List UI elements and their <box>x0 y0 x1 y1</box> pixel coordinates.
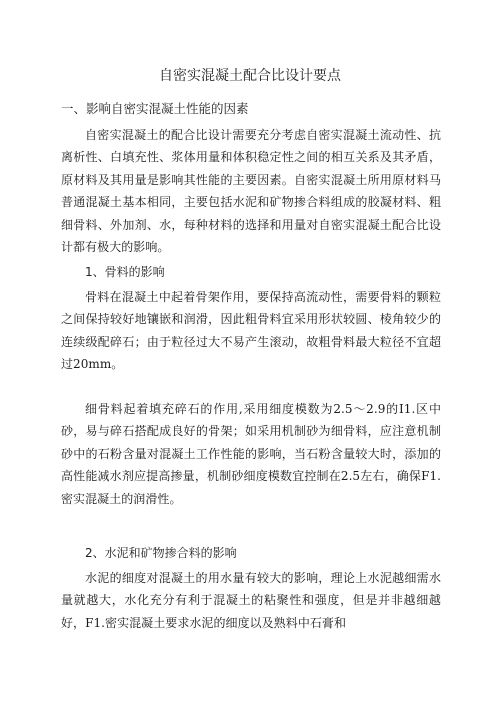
aggregate-paragraph-2: 细骨料起着填充碎石的作用,采用细度模数为2.5～2.9的I1.区中砂，易与碎石搭配成良好的骨架；如采用机制砂为细骨料，应注意机制砂中的石粉含量对混凝土工作性能的影响，当石粉含量较大时，添加的高性能减水剂应提高掺量，机制砂细度模数宜控制在2.5左右，确保F1.密实混凝土的润滑性。 <box>61 402 441 506</box>
subsection-heading-aggregate: 1、骨料的影响 <box>85 265 165 279</box>
subsection-heading-cement: 2、水泥和矿物掺合料的影响 <box>85 546 237 560</box>
aggregate-paragraph-1: 骨料在混凝土中起着骨架作用，要保持高流动性，需要骨料的颗粒之间保持较好地镶嵌和润滑，因此粗骨料宜采用形状较圆、棱角较少的连续级配碎石；由于粒径过大不易产生滚动，故粗骨料最大粒径不宜超过20mm。 <box>61 290 441 372</box>
section-heading: 一、影响自密实混凝土性能的因素 <box>61 101 249 116</box>
intro-paragraph: 自密实混凝土的配合比设计需要充分考虑自密实混凝土流动性、抗离析性、白填充性、浆体用量和体积稳定性之间的相互关系及其矛盾，原材料及其用量是影响其性能的主要因素。自密实混凝土所用原材料马普通混凝土基本相同，主要包括水泥和矿物掺合料组成的胶凝材料、粗细骨料、外加剂、水，每种材料的选择和用量对自密实混凝土配合比设计都有极大的影响。 <box>61 128 441 255</box>
document-title: 自密实混凝土配合比设计要点 <box>159 68 341 84</box>
cement-paragraph: 水泥的细度对混凝土的用水量有较大的影响，理论上水泥越细需水量就越大，水化充分有利于混凝土的粘聚性和强度，但是并非越细越好，F1.密实混凝土要求水泥的细度以及熟料中石膏和 <box>61 571 441 630</box>
